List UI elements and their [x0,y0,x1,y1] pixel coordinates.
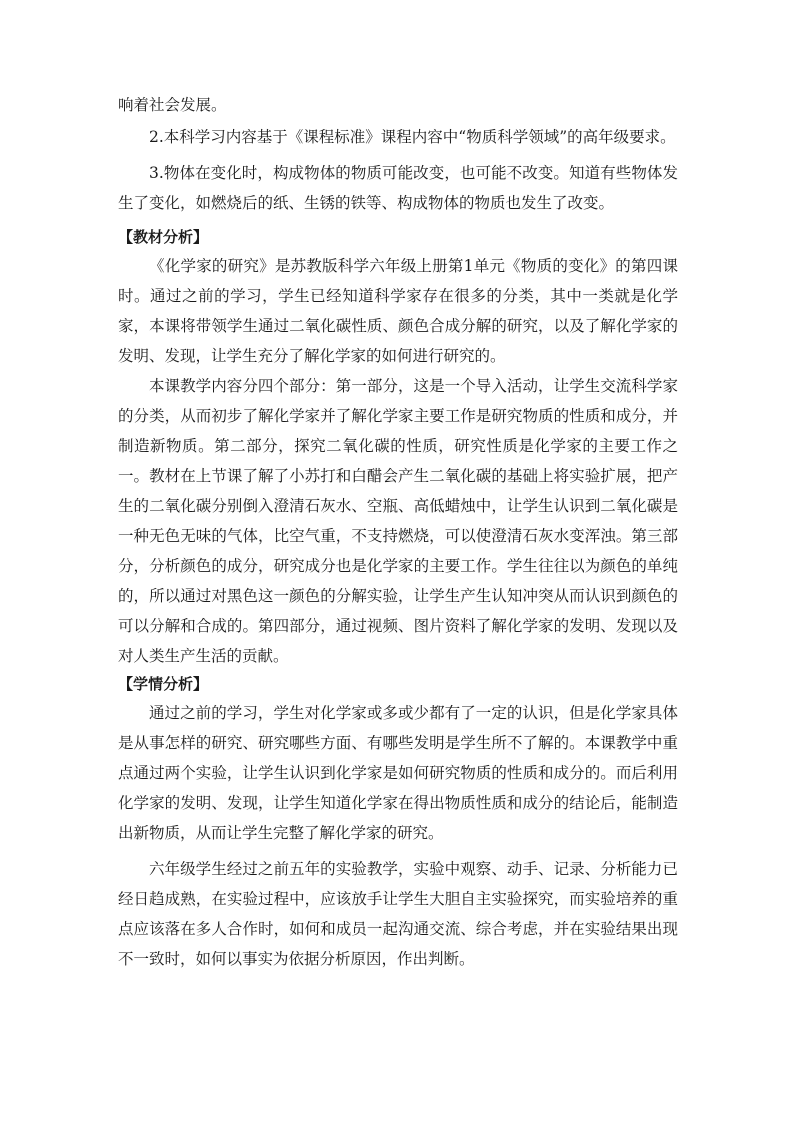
textbook-analysis-paragraph-2: 本课教学内容分四个部分：第一部分，这是一个导入活动，让学生交流科学家的分类，从而初步了解化学家并了解化学家主要工作是研究物质的性质和成分，并制造新物质。第二部分，探究二氧化碳的性质，研究性质是化学家的主要工作之一。教材在上节课了解了小苏打和白醋会产生二氧化碳的基础上将实验扩展，把产生的二氧化碳分别倒入澄清石灰水、空瓶、高低蜡烛中，让学生认识到二氧化碳是一种无色无味的气体，比空气重，不支持燃烧，可以使澄清石灰水变浑浊。第三部分，分析颜色的成分，研究成分也是化学家的主要工作。学生往往以为颜色的单纯的，所以通过对黑色这一颜色的分解实验，让学生产生认知冲突从而认识到颜色的可以分解和合成的。第四部分，通过视频、图片资料了解化学家的发明、发现以及对人类生产生活的贡献。 [118,377,678,665]
intro-paragraph-tail: 响着社会发展。 [118,96,227,114]
student-analysis-heading: 【学情分析】 [118,675,209,693]
intro-point-2: 2.本科学习内容基于《课程标准》课程内容中“物质科学领域”的高年级要求。 [149,128,676,146]
student-analysis-paragraph-1: 通过之前的学习，学生对化学家或多或少都有了一定的认识，但是化学家具体是从事怎样的研究、研究哪些方面、有哪些发明是学生所不了解的。本课教学中重点通过两个实验，让学生认识到化学家是如何研究物质的性质和成分的。而后利用化学家的发明、发现，让学生知道化学家在得出物质性质和成分的结论后，能制造出新物质，从而让学生完整了解化学家的研究。 [118,704,678,842]
student-analysis-paragraph-2: 六年级学生经过之前五年的实验教学，实验中观察、动手、记录、分析能力已经日趋成熟，在实验过程中，应该放手让学生大胆自主实验探究，而实验培养的重点应该落在多人合作时，如何和成员一起沟通交流、综合考虑，并在实验结果出现不一致时，如何以事实为依据分析原因，作出判断。 [118,860,678,968]
document-page [118,90,678,974]
intro-point-3: 3.物体在变化时，构成物体的物质可能改变，也可能不改变。知道有些物体发生了变化，如燃烧后的纸、生锈的铁等、构成物体的物质也发生了改变。 [118,164,678,212]
textbook-analysis-heading: 【教材分析】 [118,228,209,246]
textbook-analysis-paragraph-1: 《化学家的研究》是苏教版科学六年级上册第1单元《物质的变化》的第四课时。通过之前的学习，学生已经知道科学家存在很多的分类，其中一类就是化学家，本课将带领学生通过二氧化碳性质、颜色合成分解的研究，以及了解化学家的发明、发现，让学生充分了解化学家的如何进行研究的。 [118,257,678,365]
